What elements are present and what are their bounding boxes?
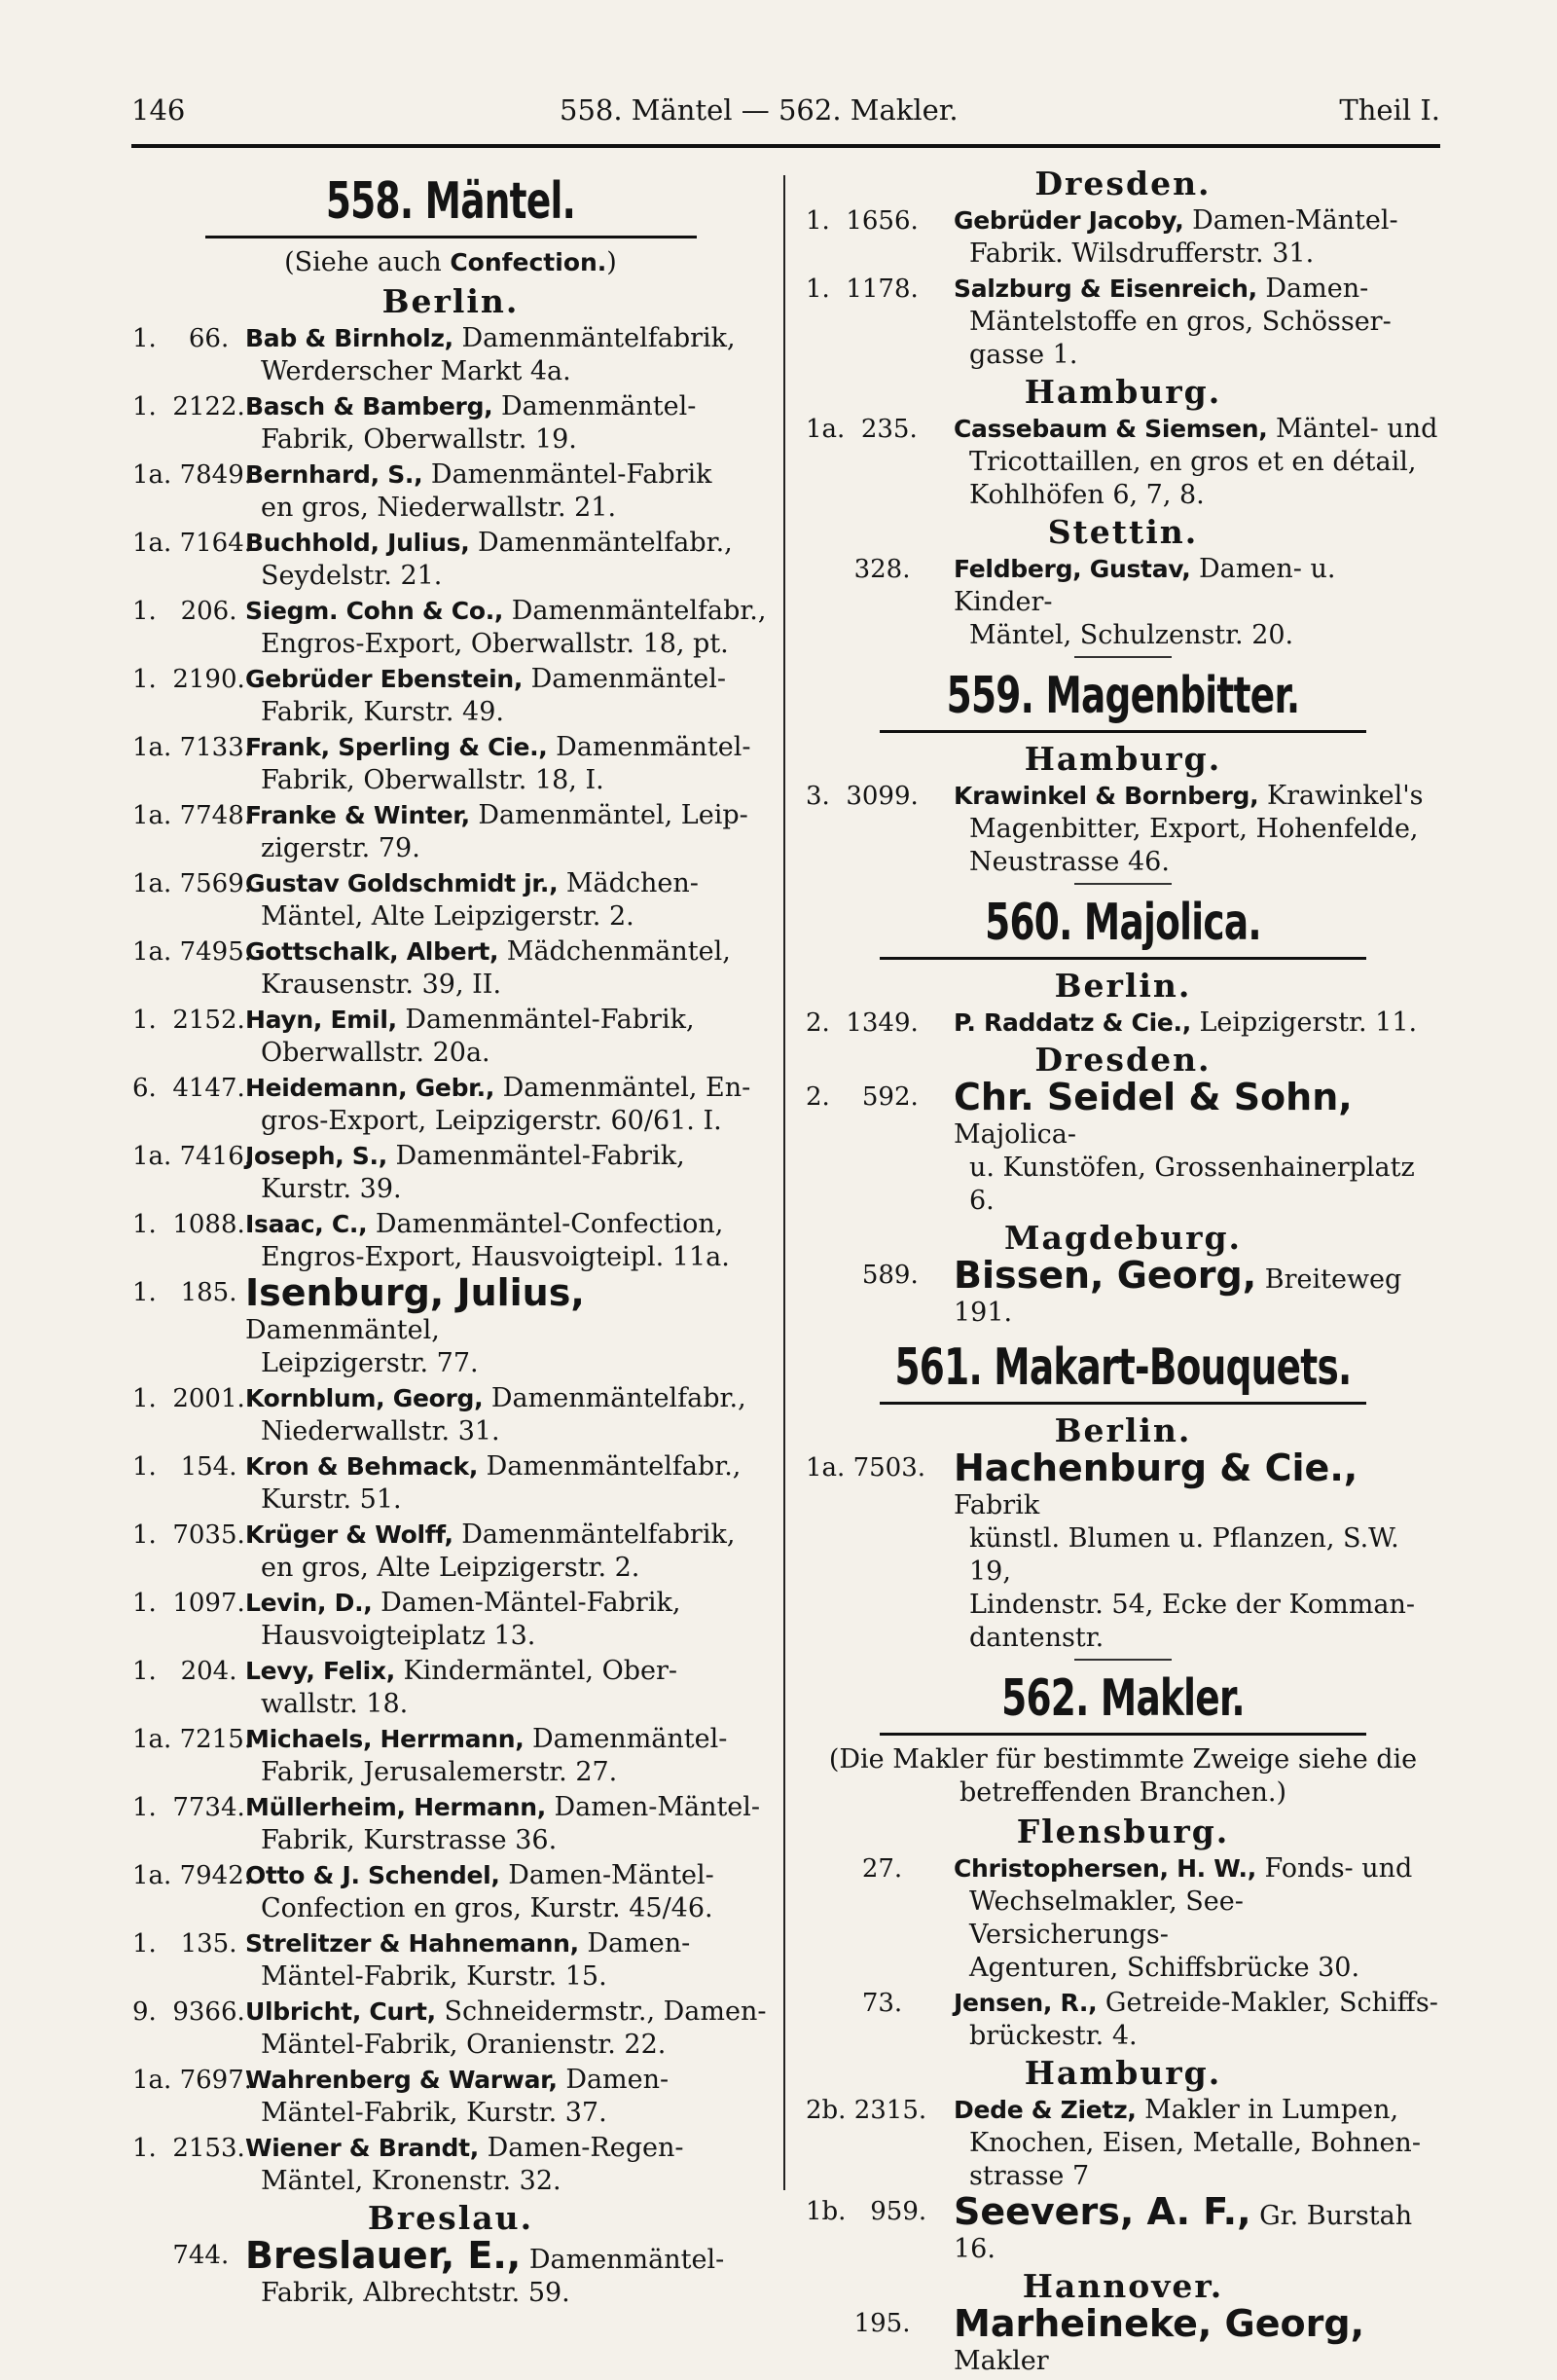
entry-continuation: brückestr. 4. [969, 2021, 1138, 2051]
firm-name: Wiener & Brandt, [245, 2134, 479, 2162]
firm-name: Michaels, Herrmann, [245, 1725, 525, 1753]
entry-continuation: Kurstr. 51. [261, 1484, 402, 1515]
firm-name: Joseph, S., [245, 1142, 387, 1170]
firm-name: Gebrüder Jacoby, [954, 206, 1184, 235]
entry-description: Getreide-Makler, Schiffs- [1097, 1988, 1438, 2018]
entry-description: Damenmäntelfabr., [503, 596, 767, 626]
entry-continuation: Niederwallstr. 31. [261, 1416, 500, 1446]
section-title: 561. Makart-Bouquets. [894, 1338, 1352, 1397]
directory-entry [132, 1140, 769, 1206]
directory-entry [806, 780, 1440, 879]
firm-name: Chr. Seidel & Sohn, [954, 1076, 1353, 1118]
directory-entry [132, 1655, 769, 1721]
entry-number: 1b. 959. [806, 2197, 927, 2226]
entry-continuation: Oberwallstr. 20a. [261, 1038, 490, 1068]
firm-name: Levy, Felix, [245, 1657, 395, 1685]
directory-entry [806, 1076, 1440, 1218]
directory-entry [132, 1587, 769, 1653]
entry-description: Breiteweg 191. [954, 1264, 1402, 1328]
directory-entry [806, 1007, 1440, 1040]
firm-name: Basch & Bamberg, [245, 392, 493, 421]
running-title: 558. Mäntel — 562. Makler. [560, 93, 959, 127]
entry-description: Damenmäntel, [245, 1315, 440, 1345]
directory-entry [132, 2132, 769, 2198]
entry-continuation: Confection en gros, Kurstr. 45/46. [261, 1893, 713, 1923]
entry-description: Majolica- [954, 1119, 1076, 1150]
entry-description: Damenmäntel- [547, 732, 751, 762]
directory-entry [806, 1254, 1440, 1330]
entry-description: Mäntel- und [1267, 414, 1438, 444]
entry-number: 1. 2190. [132, 665, 245, 694]
entry-description: Leipzigerstr. 11. [1190, 1007, 1418, 1038]
entry-description: Damenmäntel-Fabrik, [386, 1141, 685, 1171]
city-heading: Dresden. [1034, 1041, 1212, 1079]
firm-name: Jensen, R., [954, 1989, 1098, 2017]
city-heading: Hamburg. [1024, 2054, 1222, 2092]
section-title: 559. Magenbitter. [946, 667, 1300, 725]
entry-description: Damenmäntel- [492, 391, 697, 421]
city-heading: Hannover. [1022, 2267, 1224, 2305]
note-prefix: (Siehe auch [284, 247, 451, 277]
entry-number: 195. [806, 2309, 911, 2338]
firm-name: Feldberg, Gustav, [954, 555, 1191, 583]
entry-continuation: Fabrik, Kurstr. 49. [261, 697, 504, 727]
entry-continuation: zigerstr. 79. [261, 833, 420, 863]
entry-description: Damenmäntel- [523, 664, 727, 694]
entry-number: 328. [806, 555, 911, 584]
firm-name: Kron & Behmack, [245, 1452, 479, 1481]
entry-number: 73. [806, 1989, 903, 2018]
entry-continuation: Werderscher Markt 4a. [261, 356, 571, 386]
entry-number: 1a. 7503. [806, 1453, 926, 1483]
directory-entry [806, 2094, 1440, 2193]
entry-description: Makler [954, 2346, 1049, 2376]
firm-name: Heidemann, Gebr., [245, 1074, 495, 1102]
firm-name: Cassebaum & Siemsen, [954, 415, 1268, 443]
entry-description: Damenmäntelfabr., [483, 1383, 746, 1413]
short-rule [1074, 1659, 1172, 1661]
entry-number: 1a. 7942. [132, 1861, 253, 1890]
firm-name: Buchhold, Julius, [245, 529, 470, 557]
entry-continuation: Fabrik, Kurstrasse 36. [261, 1825, 558, 1855]
city-heading: Berlin. [1054, 1411, 1192, 1449]
entry-number: 1a. 7569. [132, 869, 253, 898]
entry-number: 2b. 2315. [806, 2096, 927, 2125]
entry-description: Kindermäntel, Ober- [394, 1656, 678, 1686]
entry-continuation: künstl. Blumen u. Pflanzen, S.W. 19, [969, 1523, 1399, 1587]
city-heading: Hamburg. [1024, 373, 1222, 411]
entry-continuation: Fabrik, Jerusalemerstr. 27. [261, 1757, 618, 1787]
entry-continuation: Mäntel, Schulzenstr. 20. [969, 620, 1294, 650]
entry-number: 1. 1656. [806, 206, 919, 236]
directory-entry [806, 204, 1440, 271]
entry-continuation: en gros, Niederwallstr. 21. [261, 493, 617, 523]
entry-description: Damen- [578, 1928, 691, 1959]
section-rule [880, 957, 1366, 960]
firm-name: Siegm. Cohn & Co., [245, 597, 504, 625]
entry-number: 744. [132, 2241, 230, 2270]
entry-description: Damen- u. Kinder- [954, 554, 1336, 617]
firm-name: Bissen, Georg, [954, 1254, 1257, 1297]
part-label: Theil I. [1339, 93, 1440, 127]
entry-continuation: Mäntel, Alte Leipzigerstr. 2. [261, 901, 634, 932]
firm-name: Strelitzer & Hahnemann, [245, 1929, 579, 1958]
entry-continuation: strasse 7 [969, 2161, 1090, 2191]
entry-description: Damenmäntel- [521, 2245, 725, 2275]
entry-number: 1. 1088. [132, 1210, 245, 1239]
directory-entry [806, 413, 1440, 512]
directory-entry [132, 2234, 769, 2310]
note-reference: Confection. [450, 248, 607, 276]
directory-entry [806, 1852, 1440, 1985]
entry-number: 1. 1178. [806, 275, 919, 304]
column-divider [783, 175, 785, 2190]
section-rule [880, 1733, 1366, 1736]
section-title: 560. Majolica. [985, 894, 1261, 952]
section-rule [880, 1402, 1366, 1405]
entry-description: Damen-Regen- [479, 2133, 684, 2163]
entry-number: 1a. 7133. [132, 733, 253, 762]
entry-number: 1. 154. [132, 1452, 237, 1482]
entry-continuation: Kohlhöfen 6, 7, 8. [969, 480, 1205, 510]
city-heading: Dresden. [1034, 165, 1212, 202]
directory-entry [806, 273, 1440, 372]
entry-number: 1. 185. [132, 1278, 237, 1307]
firm-name: Wahrenberg & Warwar, [245, 2066, 558, 2094]
cross-reference-note [132, 246, 769, 279]
entry-description: Damenmäntel, Leip- [469, 800, 748, 830]
city-heading: Flensburg. [1016, 1812, 1230, 1850]
firm-name: Hachenburg & Cie., [954, 1446, 1358, 1489]
entry-number: 1a. 7416. [132, 1142, 253, 1171]
entry-continuation: Kurstr. 39. [261, 1174, 402, 1204]
directory-entry [806, 2190, 1440, 2266]
directory-entry [132, 663, 769, 729]
entry-continuation: Neustrasse 46. [969, 847, 1170, 877]
entry-description: Damen- [557, 2065, 670, 2095]
directory-entry [132, 867, 769, 934]
entry-description: Damen-Mäntel- [1183, 205, 1398, 236]
firm-name: Hayn, Emil, [245, 1006, 397, 1034]
firm-name: Bab & Birnholz, [245, 324, 453, 352]
entry-number: 1. 2153. [132, 2134, 245, 2163]
entry-description: Mädchenmäntel, [498, 936, 731, 967]
firm-name: Gustav Goldschmidt jr., [245, 869, 559, 897]
entry-continuation: Knochen, Eisen, Metalle, Bohnen- [969, 2128, 1421, 2158]
entry-number: 2. 1349. [806, 1008, 919, 1038]
entry-number: 1. 206. [132, 597, 237, 626]
entry-number: 589. [806, 1261, 919, 1290]
entry-continuation: Engros-Export, Oberwallstr. 18, pt. [261, 629, 729, 659]
page-number: 146 [131, 93, 186, 127]
entry-number: 1. 2152. [132, 1006, 245, 1035]
entry-continuation: Mäntelstoffe en gros, Schösser- [969, 307, 1392, 337]
entry-description: Damenmäntelfabr., [478, 1451, 742, 1482]
firm-name: Salzburg & Eisenreich, [954, 275, 1257, 303]
entry-description: Damen-Mäntel- [499, 1860, 714, 1890]
entry-continuation: Leipzigerstr. 77. [261, 1348, 479, 1378]
firm-name: Ulbricht, Curt, [245, 1997, 436, 2026]
section-title: 558. Mäntel. [325, 172, 576, 231]
short-rule [1074, 656, 1172, 658]
entry-description: Mädchen- [558, 868, 699, 898]
short-rule [1074, 883, 1172, 885]
directory-entry [806, 1446, 1440, 1655]
firm-name: Krawinkel & Bornberg, [954, 782, 1259, 810]
firm-name: Franke & Winter, [245, 801, 470, 829]
header-rule [131, 144, 1440, 148]
entry-number: 1a. 7748. [132, 801, 253, 830]
entry-continuation: Mäntel, Kronenstr. 32. [261, 2166, 561, 2196]
firm-name: Müllerheim, Hermann, [245, 1793, 546, 1821]
entry-number: 2. 592. [806, 1082, 919, 1112]
entry-description: Damenmäntel-Confection, [367, 1209, 724, 1239]
entry-description: Damenmäntelfabrik, [453, 1520, 736, 1550]
entry-continuation: Wechselmakler, See-Versicherungs- [969, 1886, 1244, 1950]
directory-entry [132, 390, 769, 457]
firm-name: Gebrüder Ebenstein, [245, 665, 524, 693]
directory-entry [132, 322, 769, 388]
entry-description: Damenmäntelfabrik, [453, 323, 736, 353]
section-title: 562. Makler. [1001, 1669, 1245, 1728]
entry-description: Krawinkel's [1258, 781, 1424, 811]
directory-entry [132, 458, 769, 525]
entry-continuation: wallstr. 18. [261, 1689, 409, 1719]
entry-number: 1. 2001. [132, 1384, 245, 1413]
cross-reference-note: (Die Makler für bestimmte Zweige siehe die betreffenden Branchen.) [828, 1744, 1418, 1808]
firm-name: Krüger & Wolff, [245, 1520, 453, 1549]
firm-name: Christophersen, H. W., [954, 1854, 1256, 1883]
firm-name: P. Raddatz & Cie., [954, 1008, 1191, 1037]
entry-continuation: u. Kunstöfen, Grossenhainerplatz 6. [969, 1153, 1415, 1216]
entry-number: 1. 204. [132, 1657, 237, 1686]
left-column [132, 164, 769, 2312]
firm-name: Breslauer, E., [245, 2234, 522, 2277]
city-heading: Berlin. [381, 282, 520, 320]
directory-entry [806, 2302, 1440, 2378]
entry-number: 1. 7734. [132, 1793, 245, 1822]
entry-description: Damenmäntelfabr., [469, 528, 733, 558]
entry-continuation: dantenstr. [969, 1623, 1104, 1653]
entry-continuation: Fabrik, Albrechtstr. 59. [261, 2278, 570, 2308]
entry-number: 1a. 7849. [132, 460, 253, 490]
entry-number: 1. 2122. [132, 392, 245, 421]
city-heading: Berlin. [1054, 967, 1192, 1005]
entry-continuation: en gros, Alte Leipzigerstr. 2. [261, 1553, 640, 1583]
running-head [131, 93, 1440, 132]
entry-description: Gr. Burstah 16. [954, 2201, 1413, 2264]
directory-entry [132, 1996, 769, 2062]
city-heading: Breslau. [367, 2199, 534, 2237]
entry-number: 1a. 235. [806, 415, 918, 444]
entry-continuation: Mäntel-Fabrik, Oranienstr. 22. [261, 2030, 667, 2060]
entry-description: Schneidermstr., Damen- [435, 1996, 767, 2027]
directory-entry [132, 935, 769, 1002]
entry-continuation: Krausenstr. 39, II. [261, 970, 502, 1000]
entry-description: Damenmäntel-Fabrik [422, 459, 712, 490]
entry-number: 6. 4147. [132, 1074, 245, 1103]
directory-entry [132, 527, 769, 593]
entry-continuation: Fabrik, Oberwallstr. 19. [261, 424, 577, 455]
directory-entry [132, 1072, 769, 1138]
entry-continuation: Hausvoigteiplatz 13. [261, 1621, 536, 1651]
entry-description: Damen- [1256, 274, 1369, 304]
directory-entry [132, 1791, 769, 1857]
firm-name: Seevers, A. F., [954, 2190, 1251, 2233]
directory-entry [132, 1450, 769, 1517]
firm-name: Isaac, C., [245, 1210, 368, 1238]
right-column [806, 164, 1440, 2380]
entry-continuation: gasse 1. [969, 340, 1078, 370]
entry-number: 1. 135. [132, 1929, 237, 1959]
directory-entry [132, 1519, 769, 1585]
firm-name: Frank, Sperling & Cie., [245, 733, 548, 761]
entry-number: 1a. 7495. [132, 937, 253, 967]
entry-description: Damenmäntel-Fabrik, [396, 1005, 695, 1035]
entry-description: Makler in Lumpen, [1136, 2095, 1399, 2125]
entry-continuation: Engros-Export, Hausvoigteipl. 11a. [261, 1242, 730, 1272]
directory-entry [132, 1859, 769, 1925]
entry-description: Damen-Mäntel-Fabrik, [372, 1588, 681, 1618]
firm-name: Marheineke, Georg, [954, 2302, 1365, 2345]
entry-continuation: Fabrik, Oberwallstr. 18, I. [261, 765, 604, 795]
entry-description: Damen-Mäntel- [545, 1792, 761, 1822]
entry-continuation: Seydelstr. 21. [261, 561, 443, 591]
entry-number: 1. 66. [132, 324, 230, 353]
entry-continuation: Magenbitter, Export, Hohenfelde, [969, 814, 1419, 844]
directory-entry [132, 1723, 769, 1789]
directory-entry [132, 595, 769, 661]
entry-continuation: Agenturen, Schiffsbrücke 30. [969, 1953, 1360, 1983]
entry-continuation: Tricottaillen, en gros et en détail, [969, 447, 1417, 477]
entry-number: 1a. 7164. [132, 529, 253, 558]
firm-name: Gottschalk, Albert, [245, 937, 499, 966]
directory-entry [132, 1271, 769, 1380]
section-rule [205, 236, 697, 238]
directory-entry [132, 1382, 769, 1448]
entry-number: 3. 3099. [806, 782, 919, 811]
firm-name: Kornblum, Georg, [245, 1384, 484, 1412]
entry-number: 1. 1097. [132, 1589, 245, 1618]
entry-description: Fabrik [954, 1490, 1040, 1520]
firm-name: Otto & J. Schendel, [245, 1861, 500, 1889]
entry-continuation: Mäntel-Fabrik, Kurstr. 15. [261, 1961, 607, 1992]
entry-continuation: Fabrik. Wilsdrufferstr. 31. [969, 238, 1315, 269]
directory-entry [132, 1927, 769, 1994]
entry-continuation: gros-Export, Leipzigerstr. 60/61. I. [261, 1106, 722, 1136]
entry-description: Fonds- und [1255, 1853, 1413, 1884]
directory-entry [132, 2064, 769, 2130]
note-suffix: ) [606, 247, 617, 277]
firm-name: Isenburg, Julius, [245, 1271, 585, 1314]
entry-number: 1a. 7215. [132, 1725, 253, 1754]
directory-entry [806, 553, 1440, 652]
directory-entry [132, 799, 769, 865]
city-heading: Hamburg. [1024, 740, 1222, 778]
directory-entry [132, 1208, 769, 1274]
firm-name: Bernhard, S., [245, 460, 423, 489]
entry-description: Damenmäntel, En- [494, 1073, 751, 1103]
directory-entry [132, 1004, 769, 1070]
entry-number: 1a. 7697. [132, 2066, 253, 2095]
entry-number: 9. 9366. [132, 1997, 245, 2027]
city-heading: Stettin. [1047, 513, 1199, 551]
directory-entry [132, 731, 769, 797]
directory-entry [806, 1987, 1440, 2053]
entry-continuation: Mäntel-Fabrik, Kurstr. 37. [261, 2098, 607, 2128]
entry-continuation: Lindenstr. 54, Ecke der Komman- [969, 1590, 1415, 1620]
city-heading: Magdeburg. [1003, 1219, 1243, 1257]
section-rule [880, 730, 1366, 733]
firm-name: Levin, D., [245, 1589, 373, 1617]
firm-name: Dede & Zietz, [954, 2096, 1137, 2124]
entry-number: 1. 7035. [132, 1520, 245, 1550]
entry-number: 27. [806, 1854, 903, 1884]
entry-description: Damenmäntel- [524, 1724, 728, 1754]
